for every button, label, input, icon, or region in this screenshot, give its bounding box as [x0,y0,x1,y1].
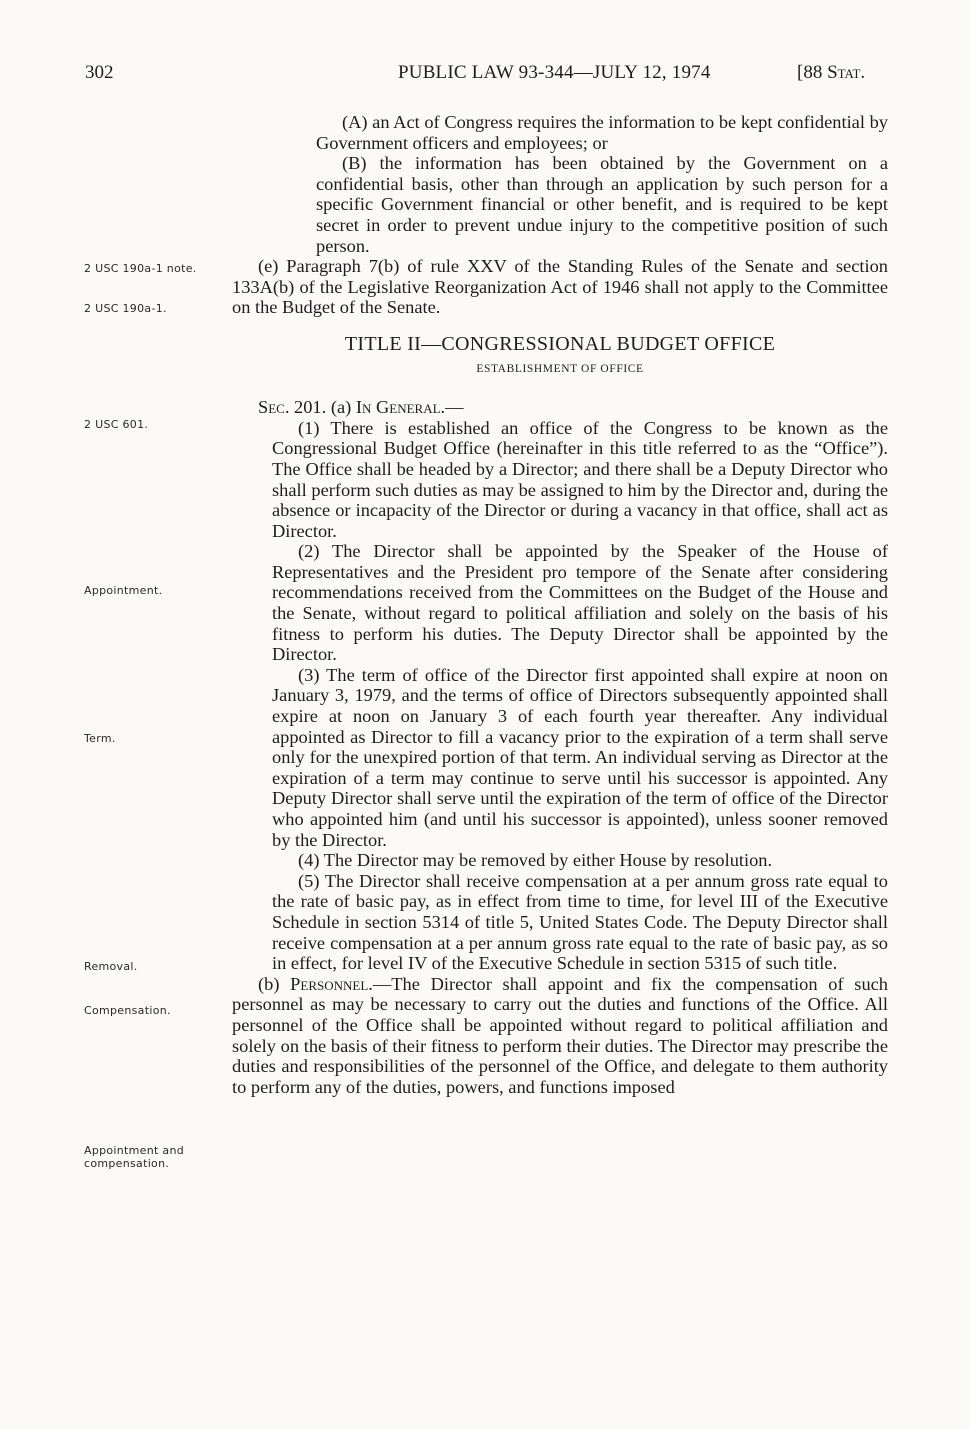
statute-volume: [88 Stat. [797,62,866,83]
margin-note-appointment: Appointment. [84,584,163,597]
margin-note-compensation: Compensation. [84,1004,171,1017]
margin-note-usc-190a1: 2 USC 190a-1. [84,302,167,315]
subsection-b-label: (b) [258,973,280,994]
paragraph-4: (4) The Director may be removed by either House by resolution. [298,850,773,871]
title-heading: TITLE II—CONGRESSIONAL BUDGET OFFICE [344,332,776,355]
paragraph-2: (2) The Director shall be appointed by the Speaker of the House of Representatives and the President pro tempore of the Senate after considering recommendations received from the Committees on the Budget of the House and the Senate, without regard to political affiliation and solely on the basis of his fitness to perform his duties. The Deputy Director shall be appointed by the Director. [272,541,888,665]
body-text [232,112,888,1097]
section-201-heading [232,397,888,418]
paragraph-e: (e) Paragraph 7(b) of rule XXV of the Standing Rules of the Senate and section 133A(b) of the Legislative Reorganization Act of 1946 shall not apply to the Committee on the Budget of the Senate. [232,256,888,318]
section-label: Sec. 201. [258,397,327,418]
paragraph-A: (A) an Act of Congress requires the information to be kept confidential by Government officers and employees; or [316,112,888,153]
subsection-a-label: (a) [330,397,352,418]
paragraph-1: (1) There is established an office of the Congress to be known as the Congressional Budget Office (hereinafter in this title referred to as the “Office”). The Office shall be headed by a Director; and there shall be a Deputy Director who shall perform such duties as may be assigned to him by the Director and, during the absence or incapacity of the Director or during a vacancy in that office, shall act as Director. [272,417,888,541]
section-subheading: ESTABLISHMENT OF OFFICE [476,362,644,375]
margin-note-term: Term. [84,732,116,745]
page-header [0,58,970,88]
subsection-b [232,974,888,1098]
subsection-b-heading: Personnel. [290,973,373,994]
running-title: PUBLIC LAW 93-344—JULY 12, 1974 [398,62,711,83]
margin-note-appointment-compensation: Appointment and compensation. [84,1144,185,1170]
page-number: 302 [85,62,114,83]
subsection-a-heading: In General.— [355,397,464,418]
margin-note-removal: Removal. [84,960,138,973]
subsection-b-text: —The Director shall appoint and fix the compensation of such personnel as may be necessary to carry out the duties and functions of the Office. All personnel of the Office shall be appointed without regard to political affiliation and solely on the basis of their fitness to perform their duties. The Director may prescribe the duties and responsibilities of the personnel of the Office, and delegate to them authority to perform any of the duties, powers, and functions imposed [232,973,888,1097]
margin-note-usc-note: 2 USC 190a-1 note. [84,262,197,275]
paragraph-B: (B) the information has been obtained by the Government on a confidential basis, other than through an application by such person for a specific Government financial or other benefit, and is required to be kept secret in order to prevent undue injury to the competitive position of such person. [316,153,888,256]
margin-note-usc-601: 2 USC 601. [84,418,149,431]
paragraph-3: (3) The term of office of the Director first appointed shall expire at noon on January 3, 1979, and the terms of office of Directors subsequently appointed shall expire at noon on January 3 of each fourth year thereafter. Any individual appointed as Director to fill a vacancy prior to the expiration of a term shall serve only for the unexpired portion of that term. An individual serving as Director at the expiration of a term may continue to serve until his successor is appointed. Any Deputy Director shall serve until the expiration of the term of office of the Director who appointed him (and until his successor is appointed), unless sooner removed by the Director. [272,664,888,850]
paragraph-5: (5) The Director shall receive compensation at a per annum gross rate equal to the rate of basic pay, as in effect from time to time, for level III of the Executive Schedule in section 5314 of title 5, United States Code. The Deputy Director shall receive compensation at a per annum gross rate equal to the rate of basic pay, as so in effect, for level IV of the Executive Schedule in section 5315 of such title. [272,870,888,974]
